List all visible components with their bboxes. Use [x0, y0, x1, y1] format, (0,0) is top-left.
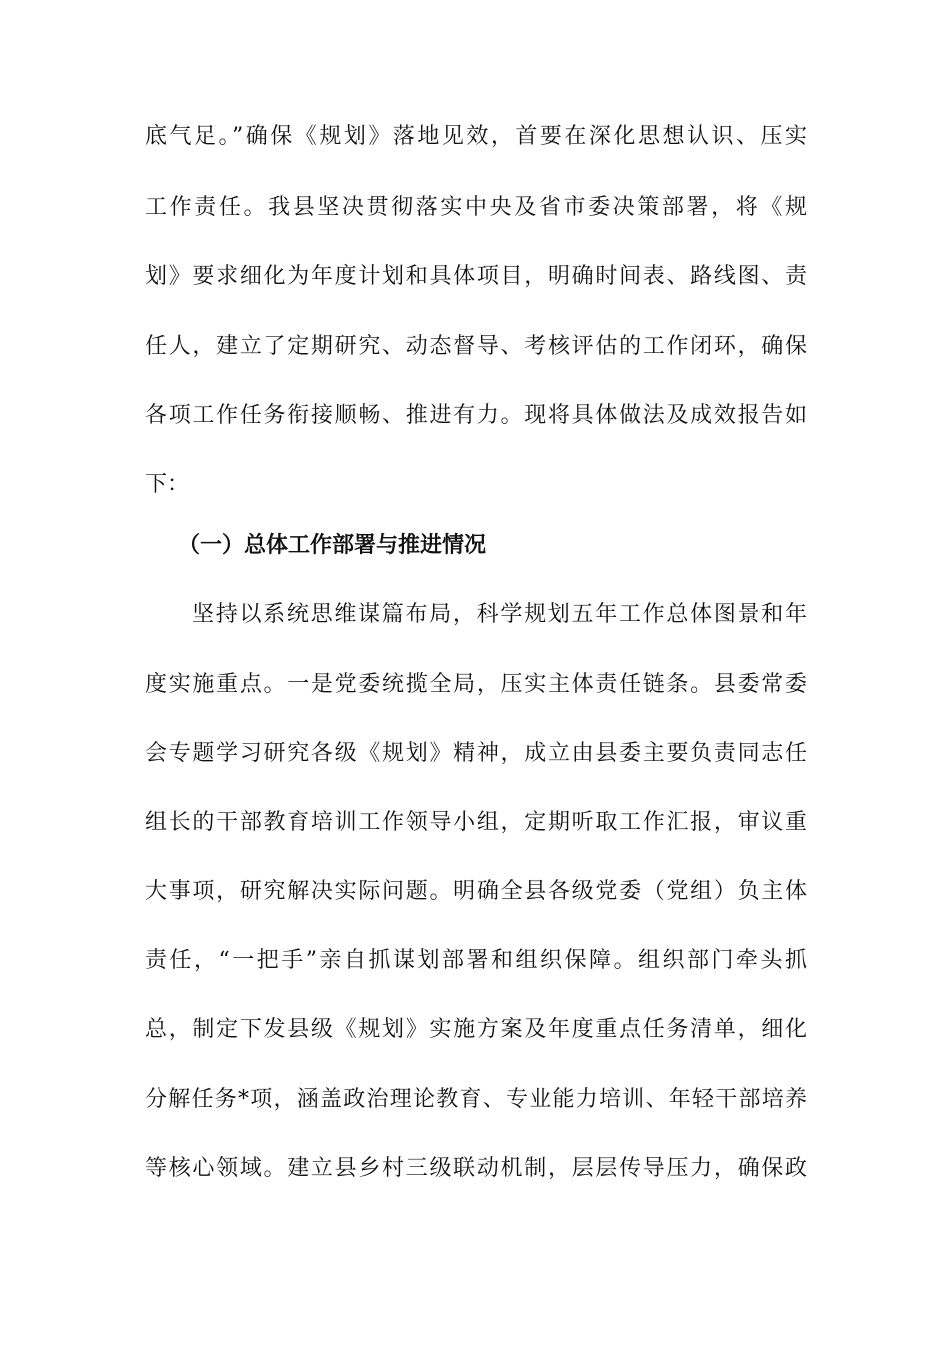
- paragraph-line: 等核心领域。建立县乡村三级联动机制，层层传导压力，确保政: [145, 1156, 807, 1181]
- paragraph-line: 度实施重点。一是党委统揽全局，压实主体责任链条。县委常委: [145, 672, 807, 697]
- paragraph-line: 底气足。”确保《规划》落地见效，首要在深化思想认识、压实: [145, 124, 807, 149]
- paragraph-line: 工作责任。我县坚决贯彻落实中央及省市委决策部署，将《规: [145, 195, 807, 220]
- paragraph-line: 会专题学习研究各级《规划》精神，成立由县委主要负责同志任: [145, 741, 807, 766]
- paragraph-line: 大事项，研究解决实际问题。明确全县各级党委（党组）负主体: [145, 879, 807, 904]
- paragraph-line: 分解任务*项，涵盖政治理论教育、专业能力培训、年轻干部培养: [145, 1087, 807, 1112]
- paragraph-line: 划》要求细化为年度计划和具体项目，明确时间表、路线图、责: [145, 264, 807, 289]
- paragraph-line: 总，制定下发县级《规划》实施方案及年度重点任务清单，细化: [145, 1017, 807, 1042]
- paragraph-line: 坚持以系统思维谋篇布局，科学规划五年工作总体图景和年: [192, 602, 807, 627]
- paragraph-line: 各项工作任务衔接顺畅、推进有力。现将具体做法及成效报告如: [145, 403, 807, 428]
- paragraph-line: 责任，“一把手”亲自抓谋划部署和组织保障。组织部门牵头抓: [145, 948, 807, 973]
- section-heading: （一）总体工作部署与推进情况: [178, 533, 487, 558]
- paragraph-line: 任人，建立了定期研究、动态督导、考核评估的工作闭环，确保: [145, 334, 807, 359]
- paragraph-line: 下：: [145, 472, 190, 497]
- paragraph-line: 组长的干部教育培训工作领导小组，定期听取工作汇报，审议重: [145, 810, 807, 835]
